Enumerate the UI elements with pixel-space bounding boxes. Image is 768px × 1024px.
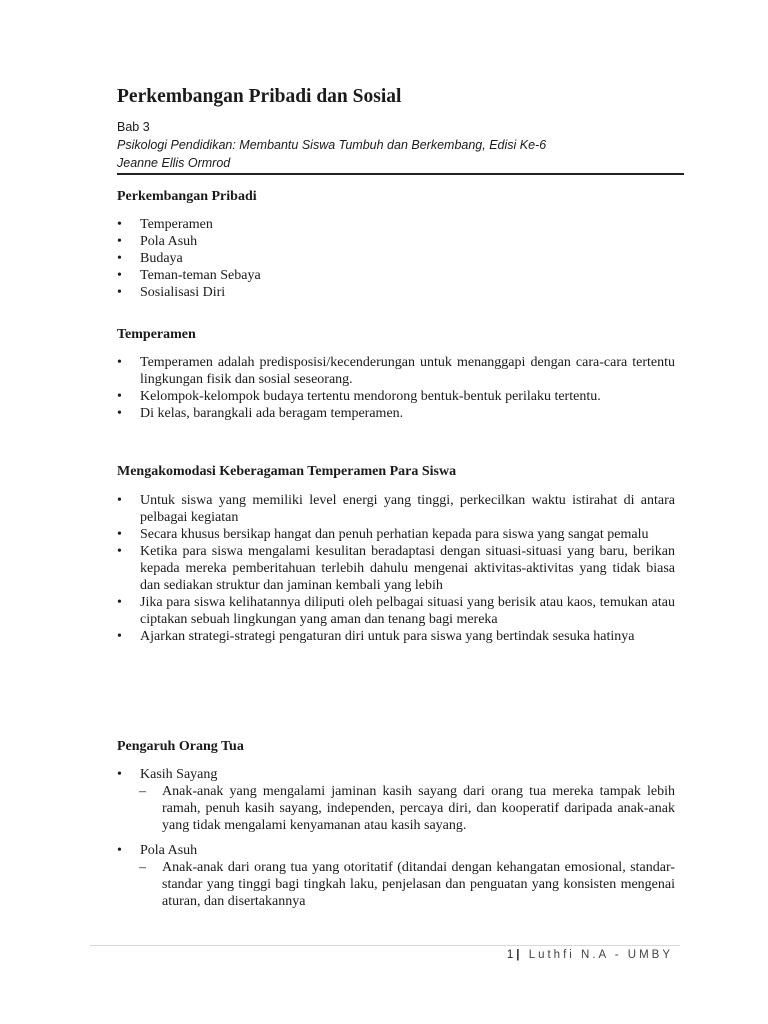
list-item — [117, 766, 675, 834]
section-heading-temperamen: Temperamen — [117, 327, 196, 342]
book-title: Psikologi Pendidikan: Membantu Siswa Tumbuh dan Berkembang, Edisi Ke-6 — [117, 138, 547, 152]
section-heading-perkembangan-pribadi: Perkembangan Pribadi — [117, 189, 257, 204]
list-item: • Kelompok-kelompok budaya tertentu mendorong bentuk-bentuk perilaku tertentu. — [117, 388, 675, 405]
temperamen-list — [117, 354, 675, 422]
list-item: • Budaya — [117, 250, 675, 267]
list-item: • Temperamen adalah predisposisi/kecenderungan untuk menanggapi dengan cara-cara tertentu lingkungan fisik dan sosial seseorang. — [117, 354, 675, 388]
list-item: • Secara khusus bersikap hangat dan penuh perhatian kepada para siswa yang sangat pemalu — [117, 526, 675, 543]
page-footer — [507, 949, 673, 961]
list-item: • Pola Asuh — [117, 233, 675, 250]
list-item: • Jika para siswa kelihatannya diliputi oleh pelbagai situasi yang berisik atau kaos, temukan atau ciptakan sebuah lingkungan yang aman dan tenang bagi mereka — [117, 594, 675, 628]
sub-list — [140, 859, 675, 910]
list-item — [117, 842, 675, 910]
perkembangan-pribadi-list — [117, 216, 675, 301]
section-heading-pengaruh-orang-tua: Pengaruh Orang Tua — [117, 739, 244, 754]
sub-list-item: – Anak-anak dari orang tua yang otoritatif (ditandai dengan kehangatan emosional, standar-standar yang tinggi bagi tingkah laku, penjelasan dan penguatan yang konsisten mengenai aturan, dan disertakannya — [117, 859, 675, 910]
list-item: • Sosialisasi Diri — [117, 284, 675, 301]
sub-list-item: – Anak-anak yang mengalami jaminan kasih sayang dari orang tua mereka tampak lebih ramah, penuh kasih sayang, independen, percaya diri, dan kooperatif daripada anak-anak yang tidak mengalami kenyamanan atau kasih sayang. — [117, 783, 675, 834]
author-name: Jeanne Ellis Ormrod — [117, 156, 231, 170]
footer-separator: | — [516, 949, 523, 961]
sub-list — [140, 783, 675, 834]
list-item: • Teman-teman Sebaya — [117, 267, 675, 284]
list-item: • Ketika para siswa mengalami kesulitan beradaptasi dengan situasi-situasi yang baru, berikan kepada mereka pemberitahuan terlebih dahulu mengenai aktivitas-aktivitas yang tidak biasa dan sediakan struktur dan jaminan kembali yang lebih — [117, 543, 675, 594]
mengakomodasi-list — [117, 492, 675, 645]
pengaruh-orang-tua-list — [117, 766, 675, 910]
header-divider — [117, 173, 684, 175]
list-item-label: Pola Asuh — [140, 843, 198, 858]
list-item: • Ajarkan strategi-strategi pengaturan diri untuk para siswa yang bertindak sesuka hatinya — [117, 628, 675, 645]
page-title: Perkembangan Pribadi dan Sosial — [117, 86, 402, 107]
list-item-label: Kasih Sayang — [140, 767, 218, 782]
section-heading-mengakomodasi: Mengakomodasi Keberagaman Temperamen Para Siswa — [117, 464, 457, 479]
footer-credit: Luthfi N.A - UMBY — [528, 949, 673, 961]
list-item: • Untuk siswa yang memiliki level energi yang tinggi, perkecilkan waktu istirahat di antara pelbagai kegiatan — [117, 492, 675, 526]
page-number: 1 — [506, 949, 517, 961]
chapter-label: Bab 3 — [117, 120, 150, 134]
list-item: • Di kelas, barangkali ada beragam temperamen. — [117, 405, 675, 422]
list-item: • Temperamen — [117, 216, 675, 233]
footer-divider — [90, 945, 680, 946]
